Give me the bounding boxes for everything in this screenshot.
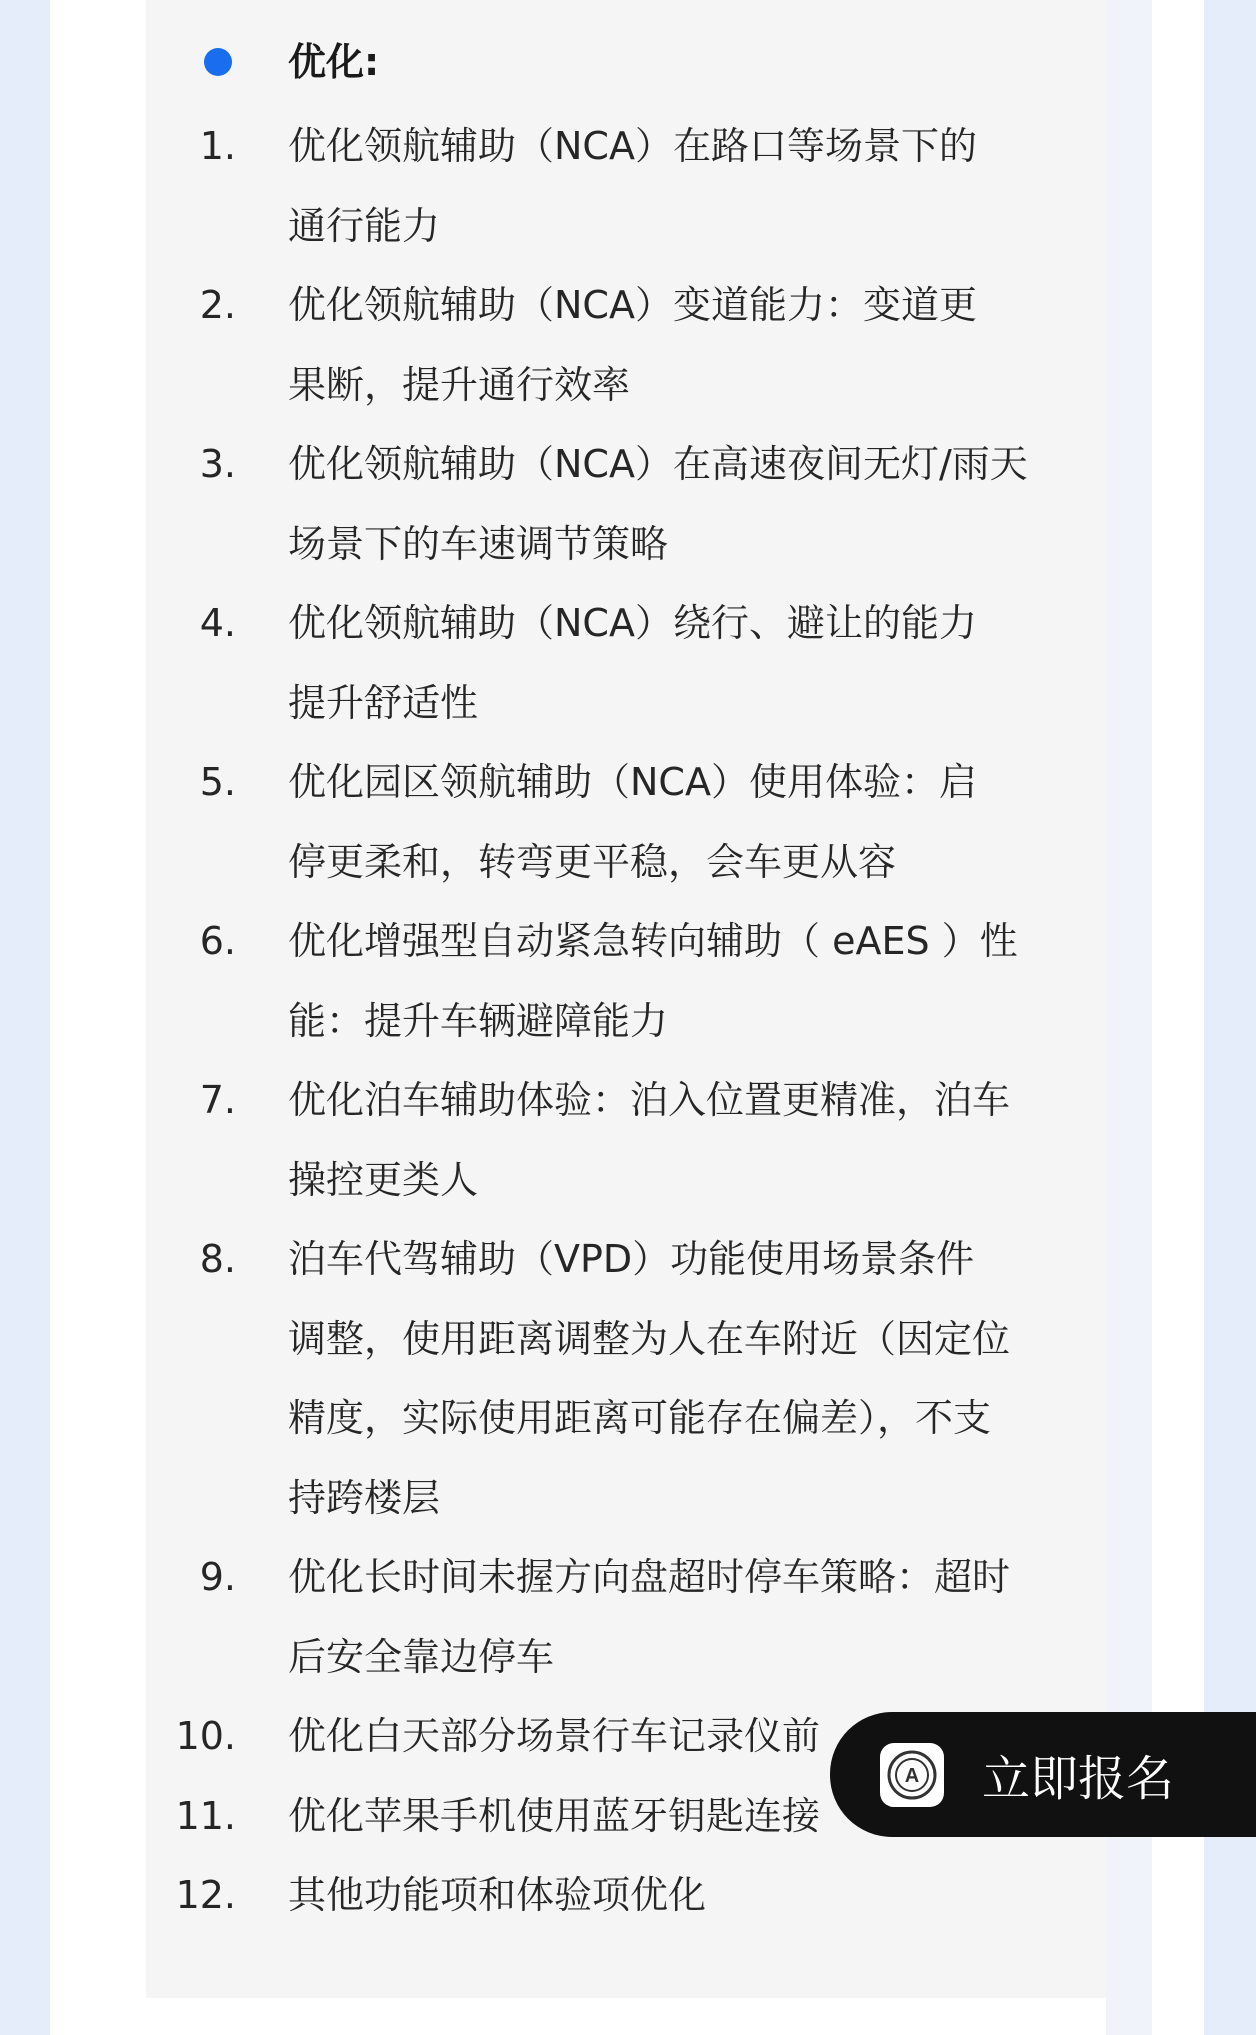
- section-title: 优化:: [288, 40, 380, 84]
- list-item: [0, 1061, 1106, 1220]
- list-item: [0, 107, 1106, 266]
- list-item: [0, 584, 1106, 743]
- list-item: [0, 1220, 1106, 1538]
- optimization-list: [0, 107, 1106, 1936]
- list-item-number: 5.: [199, 760, 236, 804]
- list-item-number: 3.: [199, 442, 236, 486]
- card-bottom-band: [146, 1998, 1106, 2035]
- list-item-number: 1.: [199, 124, 236, 168]
- list-item-text: 泊车代驾辅助（VPD）功能使用场景条件 调整，使用距离调整为人在车附近（因定位 精度，实际使用距离可能存在偏差），不支 持跨楼层: [288, 1237, 1011, 1520]
- list-item-text: 优化领航辅助（NCA）在高速夜间无灯/雨天 场景下的车速调节策略: [288, 442, 1028, 566]
- list-item-text: 优化长时间未握方向盘超时停车策略：超时 后安全靠边停车: [288, 1555, 1011, 1679]
- list-item-text: 优化领航辅助（NCA）绕行、避让的能力 提升舒适性: [288, 601, 977, 725]
- list-item: [0, 425, 1106, 584]
- list-item-text: 优化泊车辅助体验：泊入位置更精准，泊车 操控更类人: [288, 1078, 1011, 1202]
- signup-button[interactable]: [830, 1712, 1256, 1837]
- list-item-number: 4.: [199, 601, 236, 645]
- list-item-text: 优化白天部分场景行车记录仪前: [288, 1714, 821, 1758]
- list-item: [0, 1856, 1106, 1936]
- list-item-text: 优化园区领航辅助（NCA）使用体验：启 停更柔和，转弯更平稳，会车更从容: [288, 760, 977, 884]
- list-item: [0, 902, 1106, 1061]
- list-item-text: 其他功能项和体验项优化: [288, 1873, 707, 1917]
- list-item-text: 优化领航辅助（NCA）变道能力：变道更 果断，提升通行效率: [288, 283, 977, 407]
- list-item: [0, 266, 1106, 425]
- emblem-badge-icon: [880, 1743, 944, 1807]
- list-item-number: 8.: [199, 1237, 236, 1281]
- list-item-number: 10.: [175, 1714, 236, 1758]
- list-item-number: 11.: [175, 1793, 236, 1838]
- list-item: [0, 743, 1106, 902]
- list-item: [0, 1538, 1106, 1697]
- list-item-text: 优化苹果手机使用蓝牙钥匙连接: [288, 1793, 821, 1838]
- list-item-number: 12.: [175, 1873, 236, 1917]
- signup-button-label: 立即报名: [982, 1751, 1175, 1807]
- list-item-number: 6.: [199, 919, 236, 963]
- list-item-number: 2.: [199, 283, 236, 327]
- svg-text:A: A: [904, 1764, 920, 1787]
- list-item-number: 7.: [199, 1078, 236, 1122]
- list-item-number: 9.: [199, 1555, 236, 1599]
- bullet-dot-icon: [204, 48, 232, 76]
- section-header: [204, 34, 380, 90]
- list-item-text: 优化增强型自动紧急转向辅助（ eAES ）性 能：提升车辆避障能力: [288, 919, 1018, 1043]
- list-item-text: 优化领航辅助（NCA）在路口等场景下的 通行能力: [288, 124, 977, 248]
